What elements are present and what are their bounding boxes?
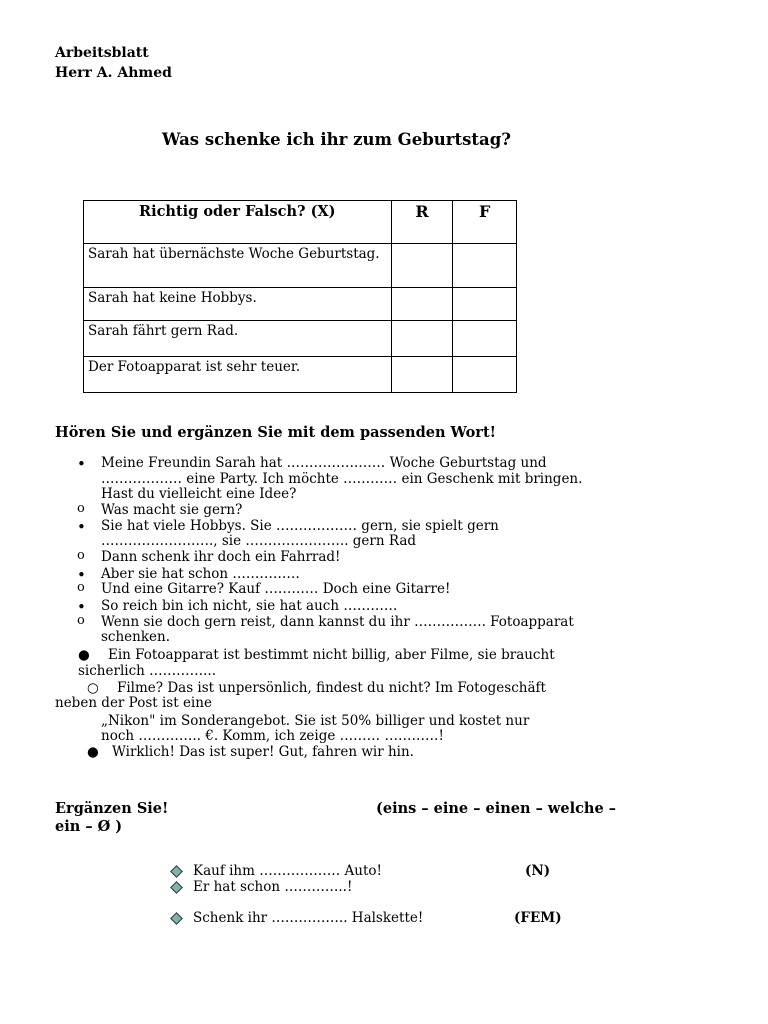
table-row	[84, 357, 517, 393]
para-3-line-1: „Nikon" im Sonderangebot. Sie ist 50% billiger und kostet nur	[101, 713, 530, 729]
statement-cell: Sarah fährt gern Rad.	[84, 321, 392, 357]
dialog-line: Dann schenk ihr doch ein Fahrrad!	[101, 549, 341, 565]
para-2-line-1: Filme? Das ist unpersönlich, findest du nicht? Im Fotogeschäft	[117, 680, 546, 696]
dialog-line: ……………………., sie ………………….. gern Rad	[101, 533, 417, 549]
dialog-marker: •	[77, 518, 86, 536]
statement-cell: Sarah hat keine Hobbys.	[84, 288, 392, 321]
exercise-item: Schenk ihr …………….. Halskette!	[193, 910, 424, 926]
answer-f-cell[interactable]	[453, 244, 517, 288]
r-column-header: R	[391, 201, 453, 244]
para-1-line-2: sicherlich …………...	[78, 663, 216, 679]
dialog-marker: o	[77, 501, 85, 516]
table-row	[84, 288, 517, 321]
statement-column-header: Richtig oder Falsch? (X)	[84, 201, 392, 244]
answer-r-cell[interactable]	[391, 244, 453, 288]
dialog-marker: •	[77, 455, 86, 473]
gender-tag: (FEM)	[514, 910, 562, 926]
dialog-line: Sie hat viele Hobbys. Sie ……………… gern, sie spielt gern	[101, 518, 499, 534]
dialog-line: Aber sie hat schon ……………	[101, 566, 300, 582]
dialog-marker: o	[77, 548, 85, 563]
dialog-line: Hast du vielleicht eine Idee?	[101, 486, 297, 502]
statement-cell: Sarah hat übernächste Woche Geburtstag.	[84, 244, 392, 288]
dialog-line: ……………… eine Party. Ich möchte ………… ein Geschenk mit bringen.	[101, 471, 583, 487]
word-options-line-2: ein – Ø )	[55, 818, 123, 835]
table-row	[84, 321, 517, 357]
dialog-marker: •	[77, 566, 86, 584]
dialog-line: Meine Freundin Sarah hat …………….…… Woche Geburtstag und	[101, 455, 547, 471]
dialog-line: Wenn sie doch gern reist, dann kannst du ihr ……………. Fotoapparat	[101, 614, 574, 630]
dialog-marker: o	[77, 613, 85, 628]
gender-tag: (N)	[525, 863, 551, 879]
word-options-line-1: (eins – eine – einen – welche –	[376, 800, 616, 817]
dialog-line: So reich bin ich nicht, sie hat auch …………	[101, 598, 398, 614]
exercise-item: Kauf ihm ……………… Auto!	[193, 863, 382, 879]
dialog-line: Was macht sie gern?	[101, 502, 243, 518]
exercise-item: Er hat schon …………..!	[193, 879, 353, 895]
answer-f-cell[interactable]	[453, 357, 517, 393]
diamond-bullet-icon	[170, 865, 183, 878]
answer-r-cell[interactable]	[391, 357, 453, 393]
listening-heading: Hören Sie und ergänzen Sie mit dem passenden Wort!	[55, 424, 497, 441]
para-3-line-2: noch ………….. €. Komm, ich zeige ……… …………!	[101, 728, 444, 744]
para-1-marker: ●	[78, 647, 90, 663]
answer-f-cell[interactable]	[453, 288, 517, 321]
statement-cell: Der Fotoapparat ist sehr teuer.	[84, 357, 392, 393]
dialog-line: Und eine Gitarre? Kauf ………… Doch eine Gitarre!	[101, 581, 451, 597]
worksheet-label: Arbeitsblatt	[55, 45, 149, 61]
answer-r-cell[interactable]	[391, 321, 453, 357]
diamond-bullet-icon	[170, 881, 183, 894]
teacher-name: Herr A. Ahmed	[55, 65, 172, 81]
dialog-marker: o	[77, 580, 85, 595]
para-4-marker: ●	[87, 744, 99, 760]
true-false-table	[83, 200, 517, 393]
f-column-header: F	[453, 201, 517, 244]
answer-r-cell[interactable]	[391, 288, 453, 321]
para-1-line-1: Ein Fotoapparat ist bestimmt nicht billig, aber Filme, sie braucht	[108, 647, 555, 663]
dialog-line: schenken.	[101, 629, 171, 645]
para-4-line: Wirklich! Das ist super! Gut, fahren wir hin.	[112, 744, 414, 760]
table-row	[84, 244, 517, 288]
dialog-marker: •	[77, 598, 86, 616]
worksheet-header	[55, 43, 172, 83]
diamond-bullet-icon	[170, 912, 183, 925]
para-2-marker: ○	[87, 680, 99, 696]
fill-in-heading: Ergänzen Sie!	[55, 800, 169, 817]
page-title: Was schenke ich ihr zum Geburtstag?	[162, 130, 511, 149]
para-2-line-2: neben der Post ist eine	[55, 695, 212, 711]
answer-f-cell[interactable]	[453, 321, 517, 357]
